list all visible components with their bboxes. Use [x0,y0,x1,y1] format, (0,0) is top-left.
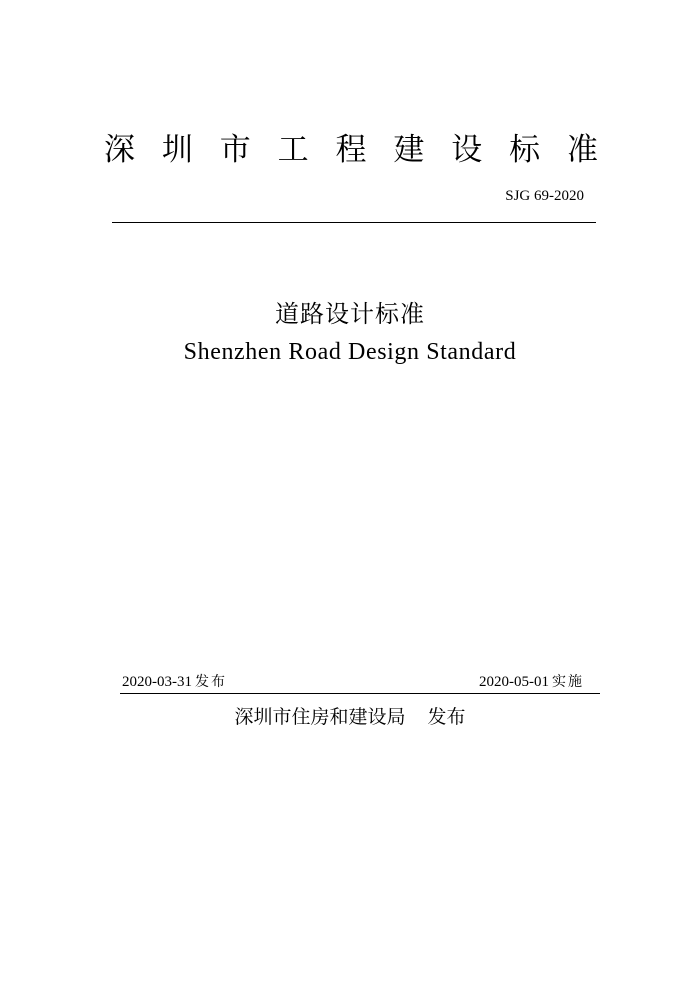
document-title-english: Shenzhen Road Design Standard [183,339,517,365]
series-title-char: 建 [393,132,425,168]
effective-label: 实施 [552,674,584,690]
series-title-char: 工 [277,132,309,168]
document-title-chinese: 道路设计标准 [275,300,425,328]
date-row [122,670,584,693]
series-title-char: 深 [104,132,135,168]
series-title-char: 市 [219,132,251,168]
series-title-char: 圳 [161,132,193,168]
effective-date-group [479,670,584,693]
issue-date: 2020-03-31 [122,674,192,690]
publisher-action: 发布 [427,706,466,728]
publisher-name: 深圳市住房和建设局 [234,706,406,728]
issue-label: 发布 [195,674,227,690]
series-title-char: 标 [509,132,541,168]
standard-code: SJG 69-2020 [505,188,584,204]
series-title [104,128,598,172]
series-title-char: 设 [451,132,483,168]
issue-date-group [122,670,227,693]
series-title-char: 准 [567,132,598,168]
top-divider [112,222,596,223]
publisher-line [0,702,700,732]
effective-date: 2020-05-01 [479,674,549,690]
series-title-char: 程 [335,132,367,168]
bottom-divider [120,693,600,694]
